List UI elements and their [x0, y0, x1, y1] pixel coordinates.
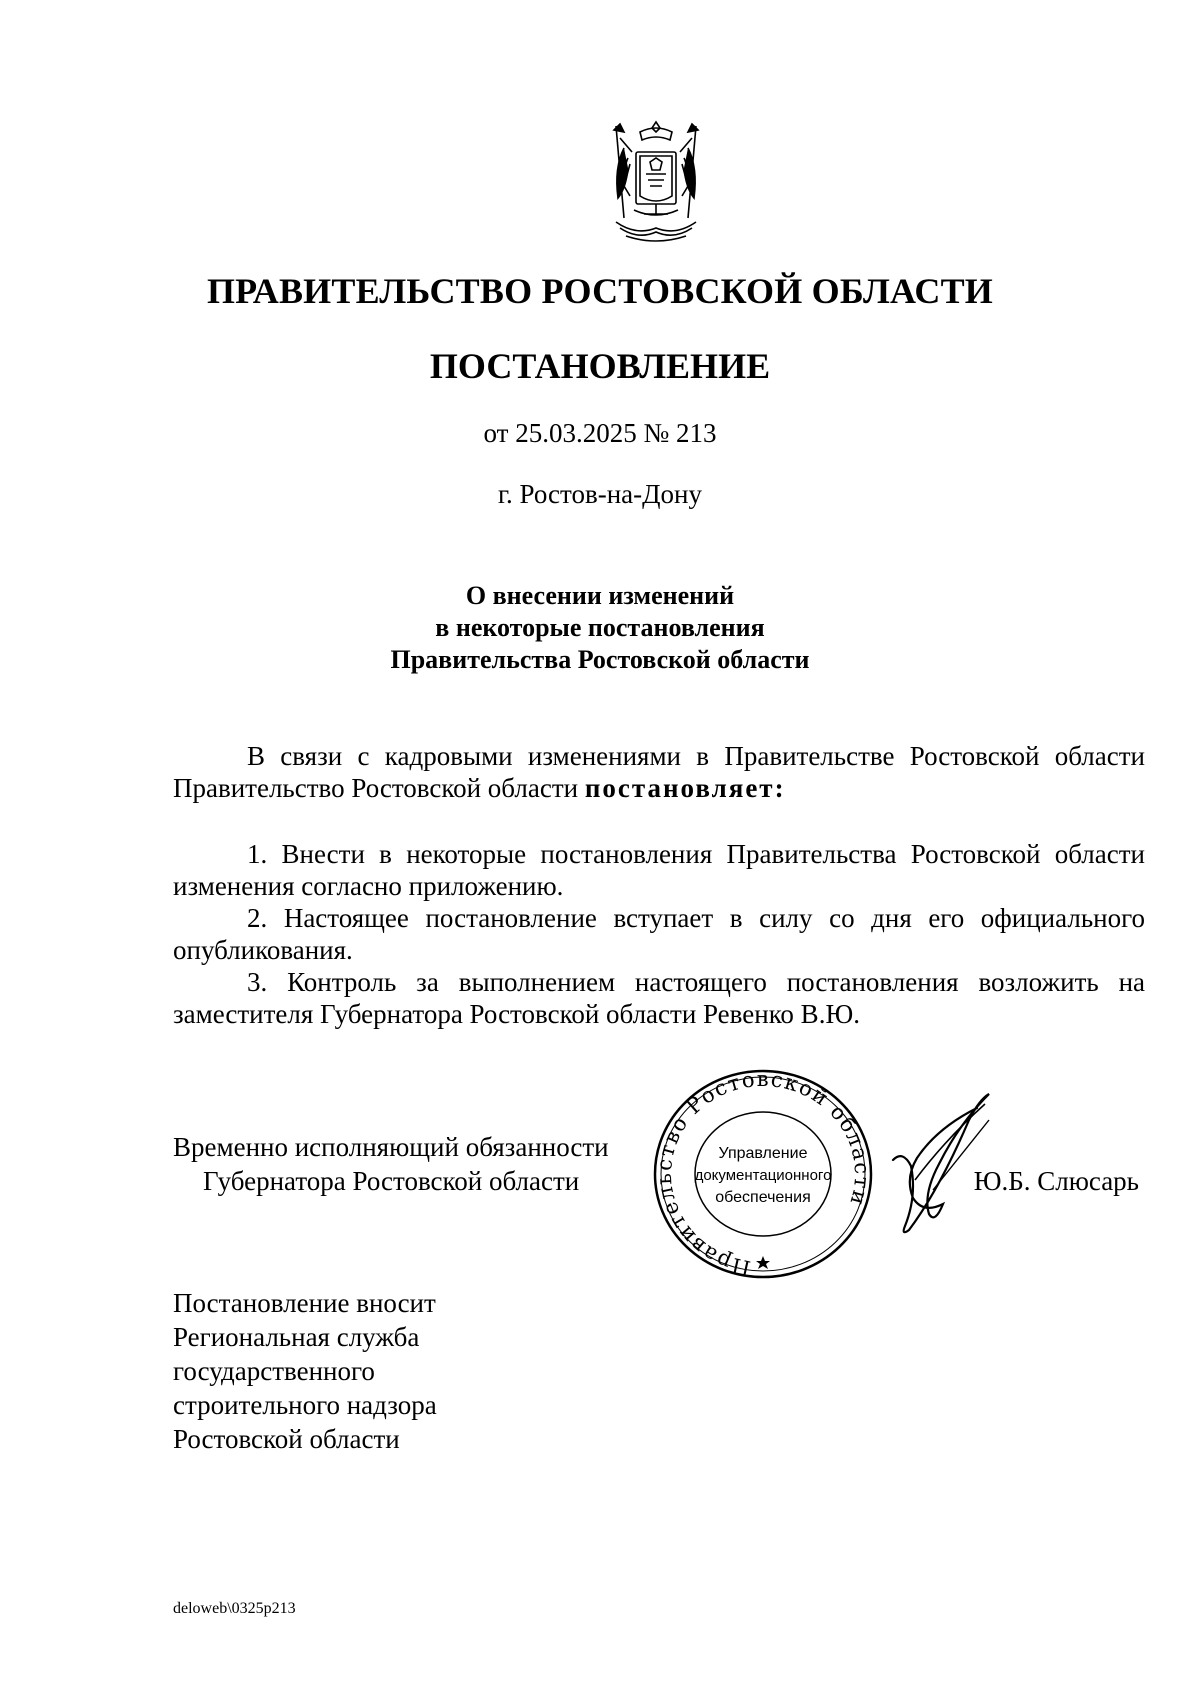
document-subject — [0, 580, 1200, 676]
coat-of-arms-emblem — [600, 118, 712, 246]
subject-line: в некоторые постановления — [435, 613, 765, 642]
official-stamp — [648, 1062, 878, 1282]
government-title: ПРАВИТЕЛЬСТВО РОСТОВСКОЙ ОБЛАСТИ — [206, 271, 994, 311]
subject-line: О внесении изменений — [465, 581, 735, 610]
preamble-text: В связи с кадровыми изменениями в Правительстве Ростовской области Правительство Ростовской области — [173, 741, 1145, 803]
decree-word: постановляет: — [584, 773, 786, 803]
document-type: ПОСТАНОВЛЕНИЕ — [429, 346, 771, 386]
decree-items — [173, 838, 1145, 1030]
subject-line: Правительства Ростовской области — [390, 645, 810, 674]
submitter-line: Региональная служба — [173, 1322, 420, 1352]
stamp-ring-text: Правительство Ростовской области — [651, 1066, 875, 1281]
signer-position-line: Губернатора Ростовской области — [203, 1166, 580, 1196]
document-date-number: от 25.03.2025 № 213 — [483, 418, 717, 448]
stamp-center-text: Управление — [718, 1145, 808, 1162]
decree-item: 1. Внести в некоторые постановления Правительства Ростовской области изменения согласно приложению. — [173, 839, 1145, 901]
submitter-line: государственного — [173, 1356, 375, 1386]
signer-position-line: Временно исполняющий обязанности — [173, 1132, 609, 1162]
file-reference: deloweb\0325p213 — [173, 1600, 296, 1617]
submitter-line: строительного надзора — [173, 1390, 437, 1420]
signer-name: Ю.Б. Слюсарь — [973, 1166, 1139, 1196]
signer-position — [173, 1130, 609, 1198]
submitter-block — [173, 1286, 437, 1456]
preamble — [173, 740, 1145, 804]
stamp-star-icon — [756, 1256, 770, 1269]
decree-item: 3. Контроль за выполнением настоящего постановления возложить на заместителя Губернатора Ростовской области Ревенко В.Ю. — [173, 967, 1145, 1029]
stamp-center-text: документационного — [694, 1167, 832, 1184]
submitter-line: Ростовской области — [173, 1424, 400, 1454]
submitter-line: Постановление вносит — [173, 1288, 436, 1318]
decree-item: 2. Настоящее постановление вступает в силу со дня его официального опубликования. — [173, 903, 1145, 965]
stamp-center-text: обеспечения — [715, 1189, 811, 1206]
document-city: г. Ростов-на-Дону — [497, 479, 702, 509]
